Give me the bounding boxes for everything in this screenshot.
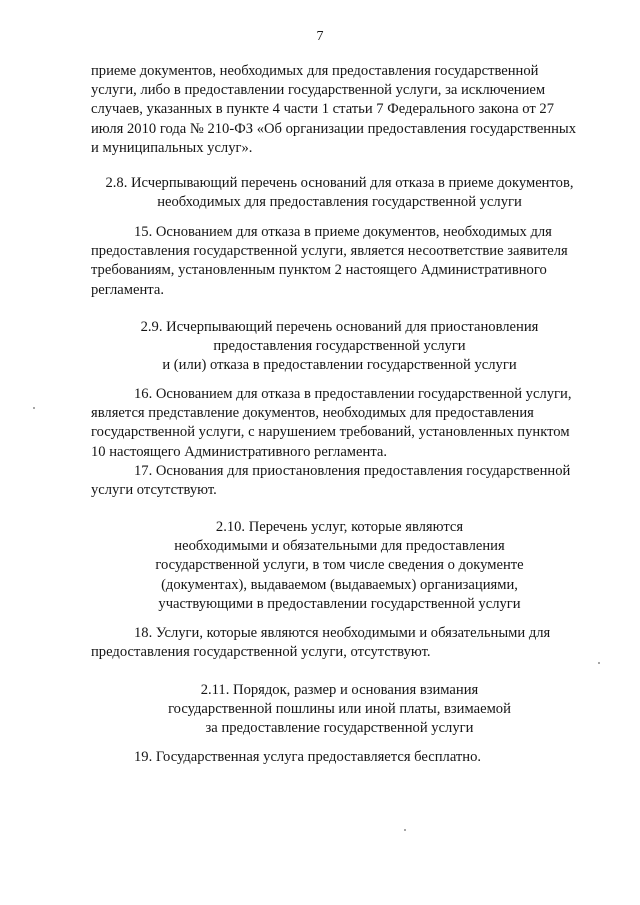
scan-speck	[33, 407, 35, 409]
heading-line: 2.9. Исчерпывающий перечень оснований для приостановления	[140, 319, 539, 335]
text-line: является представление документов, необходимых для предоставления	[91, 405, 534, 422]
scan-speck	[598, 662, 600, 664]
text-line: 18. Услуги, которые являются необходимыми и обязательными для	[134, 625, 551, 641]
heading-line: необходимыми и обязательными для предоставления	[174, 538, 505, 555]
heading-line: 2.10. Перечень услуг, которые являются	[215, 519, 464, 535]
text-line: требованиям, установленным пунктом 2 настоящего Административного	[91, 262, 547, 279]
heading-line: 2.11. Порядок, размер и основания взимания	[200, 682, 479, 698]
text-line: услуги, либо в предоставлении государственной услуги, за исключением	[91, 82, 546, 99]
text-line: приеме документов, необходимых для предоставления государственной	[91, 63, 539, 79]
section-heading-2-10	[91, 518, 588, 614]
heading-line: (документах), выдаваемом (выдаваемых) организациями,	[161, 576, 518, 593]
heading-line: государственной услуги, в том числе сведения о документе	[155, 557, 524, 574]
paragraph-17	[91, 462, 588, 500]
text-line: 19. Государственная услуга предоставляется бесплатно.	[134, 749, 482, 765]
paragraph-16	[91, 385, 588, 462]
text-line: предоставления государственной услуги, отсутствуют.	[91, 644, 431, 661]
heading-line: государственной пошлины или иной платы, взимаемой	[168, 701, 511, 718]
heading-line: 2.8. Исчерпывающий перечень оснований для отказа в приеме документов,	[105, 175, 574, 191]
heading-line: и (или) отказа в предоставлении государственной услуги	[162, 357, 517, 374]
heading-line: участвующими в предоставлении государственной услуги	[158, 595, 521, 612]
paragraph-18	[91, 624, 588, 662]
text-line: регламента.	[91, 281, 164, 298]
text-line: 17. Основания для приостановления предоставления государственной	[134, 463, 571, 479]
text-line: предоставления государственной услуги, является несоответствие заявителя	[91, 243, 568, 260]
paragraph-intro	[91, 62, 588, 158]
text-line: государственной услуги, с нарушением требований, установленных пунктом	[91, 424, 570, 441]
heading-line: предоставления государственной услуги	[213, 338, 466, 355]
text-line: случаев, указанных в пункте 4 части 1 статьи 7 Федерального закона от 27	[91, 101, 555, 118]
section-heading-2-11	[91, 681, 588, 739]
text-line: 15. Основанием для отказа в приеме документов, необходимых для	[134, 224, 552, 240]
text-line: услуги отсутствуют.	[91, 482, 217, 499]
section-heading-2-8	[91, 174, 588, 212]
text-line: июля 2010 года № 210-ФЗ «Об организации предоставления государственных	[91, 120, 577, 137]
text-line: и муниципальных услуг».	[91, 139, 253, 156]
text-line: 16. Основанием для отказа в предоставлении государственной услуги,	[134, 386, 572, 402]
heading-line: необходимых для предоставления государственной услуги	[157, 194, 522, 211]
text-line: 10 настоящего Административного регламента.	[91, 443, 388, 460]
paragraph-19	[91, 748, 588, 767]
page-number: 7	[316, 29, 324, 44]
section-heading-2-9	[91, 318, 588, 376]
heading-line: за предоставление государственной услуги	[205, 720, 474, 737]
paragraph-15	[91, 223, 588, 300]
scan-speck	[404, 829, 406, 831]
